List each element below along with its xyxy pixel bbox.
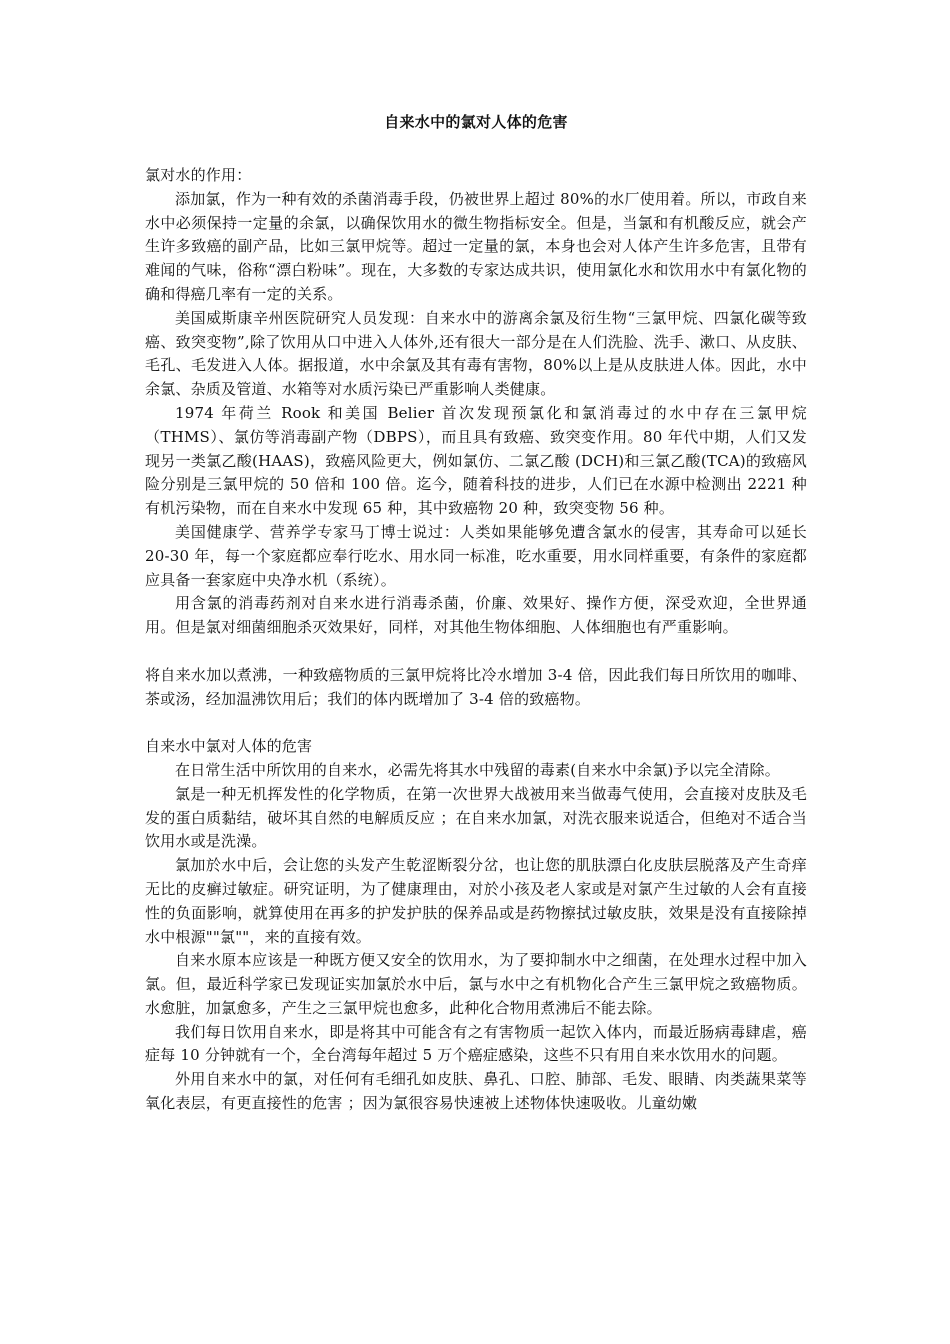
paragraph: 氯加於水中后，会让您的头发产生乾涩断裂分岔，也让您的肌肤漂白化皮肤层脱落及产生奇痒无比的皮癣过敏症。研究证明，为了健康理由，对於小孩及老人家或是对氯产生过敏的人会有直接性的负面影响，就算使用在再多的护发护肤的保养品或是药物擦拭过敏皮肤，效果是没有直接除掉水中根源""氯""，来的直接有效。 (145, 856, 807, 946)
document-page (145, 112, 807, 1116)
section-heading-chlorine-role: 氯对水的作用： (145, 166, 252, 184)
paragraph: 1974 年荷兰 Rook 和美国 Belier 首次发现预氯化和氯消毒过的水中存在三氯甲烷（THMS）、氯仿等消毒副产物（DBPS），而且具有致癌、致突变作用。80 年代中期，人们又发现另一类氯乙酸(HAAS)，致癌风险更大，例如氯仿、二氯乙酸 (DCH)和三氯乙酸(TCA)的致癌风险分别是三氯甲烷的 50 倍和 100 倍。迄今，随着科技的进步，人们已在水源中检测出 2221 种有机污染物，而在自来水中发现 65 种，其中致癌物 20 种，致突变物 56 种。 (145, 403, 807, 518)
blank-line (145, 640, 807, 664)
document-title: 自来水中的氯对人体的危害 (384, 113, 568, 131)
paragraph: 添加氯，作为一种有效的杀菌消毒手段，仍被世界上超过 80%的水厂使用着。所以，市政自来水中必须保持一定量的余氯，以确保饮用水的微生物指标安全。但是，当氯和有机酸反应，就会产生许多致癌的副产品，比如三氯甲烷等。超过一定量的氯，本身也会对人体产生许多危害，且带有难闻的气味，俗称“漂白粉味”。现在，大多数的专家达成共识，使用氯化水和饮用水中有氯化物的确和得癌几率有一定的关系。 (145, 189, 807, 303)
paragraph: 我们每日饮用自来水，即是将其中可能含有之有害物质一起饮入体内，而最近肠病毒肆虐，癌症每 10 分钟就有一个，全台湾每年超过 5 万个癌症感染，这些不只有用自来水饮用水的问题。 (145, 1022, 807, 1065)
paragraph: 用含氯的消毒药剂对自来水进行消毒杀菌，价廉、效果好、操作方便，深受欢迎，全世界通用。但是氯对细菌细胞杀灭效果好，同样，对其他生物体细胞、人体细胞也有严重影响。 (145, 594, 807, 637)
paragraph: 在日常生活中所饮用的自来水，必需先将其水中残留的毒素(自来水中余氯)予以完全清除。 (175, 760, 780, 779)
paragraph: 自来水原本应该是一种既方便又安全的饮用水，为了要抑制水中之细菌，在处理水过程中加入氯。但，最近科学家已发现证实加氯於水中后，氯与水中之有机物化合产生三氯甲烷之致癌物质。水愈脏，加氯愈多，产生之三氯甲烷也愈多，此种化合物用煮沸后不能去除。 (145, 951, 807, 1017)
boiling-note-paragraph: 将自来水加以煮沸，一种致癌物质的三氯甲烷将比冷水增加 3-4 倍，因此我们每日所饮用的咖啡、茶或汤，经加温沸饮用后；我们的体内既增加了 3-4 倍的致癌物。 (145, 665, 807, 708)
paragraph: 外用自来水中的氯，对任何有毛细孔如皮肤、鼻孔、口腔、肺部、毛发、眼睛、肉类蔬果菜等氧化表层，有更直接性的危害 ；因为氯很容易快速被上述物体快速吸收。儿童幼嫩 (145, 1070, 807, 1113)
paragraph: 氯是一种无机挥发性的化学物质，在第一次世界大战被用来当做毒气使用，会直接对皮肤及毛发的蛋白质黏结，破坏其自然的电解质反应 ；在自来水加氯，对洗衣服来说适合，但绝对不适合当饮用水或是洗澡。 (145, 784, 807, 851)
paragraph: 美国健康学、营养学专家马丁博士说过：人类如果能够免遭含氯水的侵害，其寿命可以延长 20-30 年，每一个家庭都应奉行吃水、用水同一标准，吃水重要，用水同样重要，有条件的家庭都应具备一套家庭中央净水机（系统）。 (145, 522, 807, 589)
blank-line (145, 711, 807, 735)
section-heading-harm: 自来水中氯对人体的危害 (145, 737, 313, 756)
paragraph: 美国威斯康辛州医院研究人员发现：自来水中的游离余氯及衍生物“三氯甲烷、四氯化碳等致癌、致突变物”,除了饮用从口中进入人体外,还有很大一部分是在人们洗脸、洗手、漱口、从皮肤、毛孔、毛发进入人体。据报道，水中余氯及其有毒有害物，80%以上是从皮肤进人体。因此，水中余氯、杂质及管道、水箱等对水质污染已严重影响人类健康。 (145, 308, 807, 399)
